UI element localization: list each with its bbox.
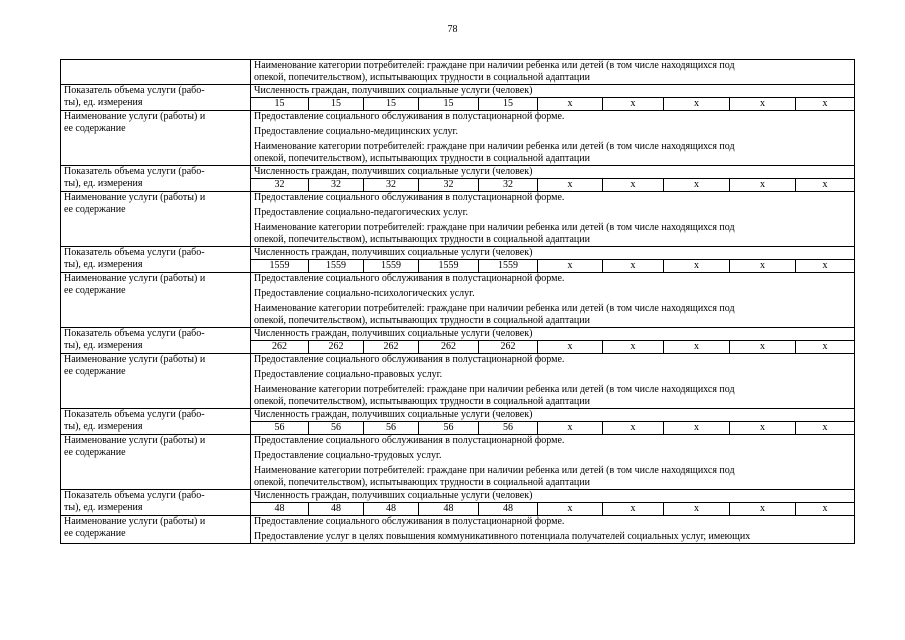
indicator-label-line: ты), ед. измерения [64, 502, 143, 513]
category-text-line: опекой, попечительством), испытывающих трудности в социальной адаптации [254, 153, 590, 164]
indicator-row [61, 247, 855, 260]
indicator-label-line: ты), ед. измерения [64, 178, 143, 189]
value-cell: 1559 [251, 260, 309, 273]
x-mark-cell: x [796, 260, 855, 273]
indicator-label-cell [61, 409, 251, 435]
page-number: 78 [447, 24, 458, 35]
indicator-name-cell: Численность граждан, получивших социальные услуги (человек) [251, 409, 855, 422]
category-text-line: Наименование категории потребителей: граждане при наличии ребенка или детей (в том числе находящихся под [254, 384, 735, 395]
value-cell: 262 [309, 341, 364, 354]
value-cell: 56 [251, 422, 309, 435]
indicator-label-cell [61, 490, 251, 516]
value-cell: 32 [251, 179, 309, 192]
service-content-cell [251, 192, 855, 247]
value-cell: 262 [479, 341, 538, 354]
service-type-text: Предоставление социально-трудовых услуг. [254, 450, 442, 461]
service-label-line: Наименование услуги (работы) и [64, 111, 206, 122]
value-cell: 32 [419, 179, 479, 192]
x-mark-cell: x [603, 179, 664, 192]
x-mark-cell: x [603, 341, 664, 354]
category-text-line: опекой, попечительством), испытывающих трудности в социальной адаптации [254, 234, 590, 245]
indicator-label-cell [61, 247, 251, 273]
value-cell: 56 [419, 422, 479, 435]
category-text-line: Наименование категории потребителей: граждане при наличии ребенка или детей (в том числе находящихся под [254, 465, 735, 476]
value-cell: 262 [419, 341, 479, 354]
x-mark-cell: x [538, 179, 603, 192]
indicator-label-line: Показатель объема услуги (рабо- [64, 409, 205, 420]
service-row [61, 192, 855, 247]
service-label-line: ее содержание [64, 366, 126, 377]
service-label-line: Наименование услуги (работы) и [64, 192, 206, 203]
service-row [61, 354, 855, 409]
x-mark-cell: x [730, 341, 796, 354]
indicator-name-cell: Численность граждан, получивших социальные услуги (человек) [251, 85, 855, 98]
value-cell: 1559 [479, 260, 538, 273]
value-cell: 15 [419, 98, 479, 111]
indicator-label-line: Показатель объема услуги (рабо- [64, 85, 205, 96]
service-label-line: ее содержание [64, 285, 126, 296]
service-content-cell [251, 273, 855, 328]
service-label-line: ее содержание [64, 528, 126, 539]
service-row [61, 111, 855, 166]
indicator-label-cell [61, 328, 251, 354]
value-cell: 56 [309, 422, 364, 435]
service-row [61, 435, 855, 490]
indicator-name-cell: Численность граждан, получивших социальные услуги (человек) [251, 490, 855, 503]
service-label-line: Наименование услуги (работы) и [64, 516, 206, 527]
indicator-label-line: ты), ед. измерения [64, 421, 143, 432]
x-mark-cell: x [664, 503, 730, 516]
value-cell: 32 [479, 179, 538, 192]
value-cell: 15 [479, 98, 538, 111]
x-mark-cell: x [664, 179, 730, 192]
x-mark-cell: x [664, 260, 730, 273]
indicator-label-cell [61, 166, 251, 192]
x-mark-cell: x [796, 341, 855, 354]
category-text-line: опекой, попечительством), испытывающих трудности в социальной адаптации [254, 477, 590, 488]
x-mark-cell: x [730, 179, 796, 192]
indicator-label-line: Показатель объема услуги (рабо- [64, 328, 205, 339]
value-cell: 1559 [419, 260, 479, 273]
service-row [61, 60, 855, 85]
value-cell: 15 [309, 98, 364, 111]
value-cell: 56 [364, 422, 419, 435]
service-content-cell [251, 516, 855, 544]
category-text-line: Наименование категории потребителей: граждане при наличии ребенка или детей (в том числе находящихся под [254, 141, 735, 152]
service-content-cell [251, 435, 855, 490]
x-mark-cell: x [796, 503, 855, 516]
service-label-cell [61, 435, 251, 490]
x-mark-cell: x [538, 341, 603, 354]
value-cell: 48 [251, 503, 309, 516]
indicator-row [61, 409, 855, 422]
indicator-label-line: Показатель объема услуги (рабо- [64, 490, 205, 501]
x-mark-cell: x [538, 422, 603, 435]
x-mark-cell: x [603, 422, 664, 435]
service-label-cell [61, 354, 251, 409]
service-row [61, 273, 855, 328]
service-label-line: ее содержание [64, 204, 126, 215]
indicator-label-line: Показатель объема услуги (рабо- [64, 166, 205, 177]
x-mark-cell: x [796, 179, 855, 192]
indicator-label-cell [61, 85, 251, 111]
x-mark-cell: x [603, 503, 664, 516]
x-mark-cell: x [538, 98, 603, 111]
service-table [60, 59, 855, 544]
value-cell: 48 [419, 503, 479, 516]
indicator-label-line: ты), ед. измерения [64, 97, 143, 108]
x-mark-cell: x [796, 98, 855, 111]
service-label-line: ее содержание [64, 123, 126, 134]
indicator-row [61, 328, 855, 341]
service-type-text: Предоставление социально-педагогических услуг. [254, 207, 469, 218]
service-label-cell [61, 273, 251, 328]
value-cell: 262 [364, 341, 419, 354]
service-label-cell [61, 60, 251, 85]
value-cell: 32 [364, 179, 419, 192]
indicator-label-line: ты), ед. измерения [64, 259, 143, 270]
service-form-text: Предоставление социального обслуживания в полустационарной форме. [254, 516, 565, 527]
service-type-text: Предоставление социально-медицинских услуг. [254, 126, 458, 137]
value-cell: 15 [364, 98, 419, 111]
x-mark-cell: x [730, 260, 796, 273]
service-form-text: Предоставление социального обслуживания в полустационарной форме. [254, 354, 565, 365]
indicator-row [61, 85, 855, 98]
category-text-line: Наименование категории потребителей: граждане при наличии ребенка или детей (в том числе находящихся под [254, 222, 735, 233]
value-cell: 48 [479, 503, 538, 516]
indicator-label-line: Показатель объема услуги (рабо- [64, 247, 205, 258]
category-text-line: опекой, попечительством), испытывающих трудности в социальной адаптации [254, 315, 590, 326]
value-cell: 48 [309, 503, 364, 516]
service-row [61, 516, 855, 544]
service-type-text: Предоставление услуг в целях повышения коммуникативного потенциала получателей социальных услуг, имеющих [254, 531, 751, 542]
x-mark-cell: x [730, 422, 796, 435]
x-mark-cell: x [664, 98, 730, 111]
value-cell: 15 [251, 98, 309, 111]
x-mark-cell: x [796, 422, 855, 435]
category-text-line: опекой, попечительством), испытывающих трудности в социальной адаптации [254, 72, 590, 83]
value-cell: 56 [479, 422, 538, 435]
x-mark-cell: x [538, 503, 603, 516]
indicator-name-cell: Численность граждан, получивших социальные услуги (человек) [251, 328, 855, 341]
service-content-cell [251, 60, 855, 85]
value-cell: 32 [309, 179, 364, 192]
service-content-cell [251, 111, 855, 166]
indicator-row [61, 490, 855, 503]
indicator-row [61, 166, 855, 179]
indicator-name-cell: Численность граждан, получивших социальные услуги (человек) [251, 166, 855, 179]
indicator-name-cell: Численность граждан, получивших социальные услуги (человек) [251, 247, 855, 260]
value-cell: 48 [364, 503, 419, 516]
service-form-text: Предоставление социального обслуживания в полустационарной форме. [254, 192, 565, 203]
service-label-line: ее содержание [64, 447, 126, 458]
category-text-line: Наименование категории потребителей: граждане при наличии ребенка или детей (в том числе находящихся под [254, 303, 735, 314]
service-label-cell [61, 192, 251, 247]
service-label-cell [61, 111, 251, 166]
service-label-line: Наименование услуги (работы) и [64, 435, 206, 446]
service-form-text: Предоставление социального обслуживания в полустационарной форме. [254, 111, 565, 122]
service-form-text: Предоставление социального обслуживания в полустационарной форме. [254, 273, 565, 284]
value-cell: 262 [251, 341, 309, 354]
service-content-cell [251, 354, 855, 409]
x-mark-cell: x [603, 98, 664, 111]
category-text-line: опекой, попечительством), испытывающих трудности в социальной адаптации [254, 396, 590, 407]
value-cell: 1559 [309, 260, 364, 273]
x-mark-cell: x [538, 260, 603, 273]
category-text-line: Наименование категории потребителей: граждане при наличии ребенка или детей (в том числе находящихся под [254, 60, 735, 71]
x-mark-cell: x [664, 341, 730, 354]
x-mark-cell: x [730, 98, 796, 111]
service-form-text: Предоставление социального обслуживания в полустационарной форме. [254, 435, 565, 446]
value-cell: 1559 [364, 260, 419, 273]
service-type-text: Предоставление социально-психологических услуг. [254, 288, 475, 299]
x-mark-cell: x [664, 422, 730, 435]
service-label-line: Наименование услуги (работы) и [64, 354, 206, 365]
x-mark-cell: x [730, 503, 796, 516]
x-mark-cell: x [603, 260, 664, 273]
service-label-line: Наименование услуги (работы) и [64, 273, 206, 284]
service-type-text: Предоставление социально-правовых услуг. [254, 369, 443, 380]
indicator-label-line: ты), ед. измерения [64, 340, 143, 351]
service-label-cell [61, 516, 251, 544]
